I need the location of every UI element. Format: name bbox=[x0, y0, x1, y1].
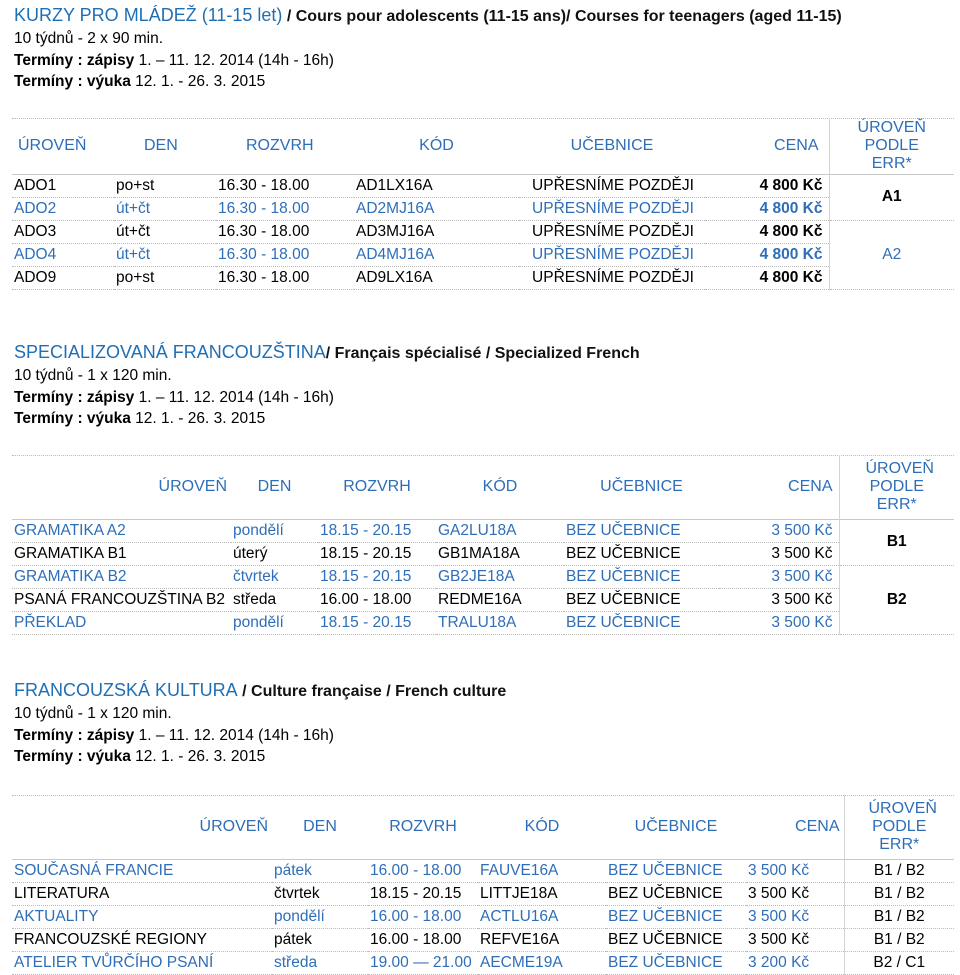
cell-code: LITTJE18A bbox=[480, 884, 558, 902]
header-level: ÚROVEŇ bbox=[199, 817, 268, 835]
cell-price: 3 500 Kč bbox=[748, 930, 810, 948]
cell-schedule: 16.30 - 18.00 bbox=[218, 268, 310, 286]
cell-cefr-level: B1 / B2 bbox=[844, 859, 954, 882]
cell-textbook: BEZ UČEBNICE bbox=[566, 544, 681, 562]
registration-dates: Termíny : zápisy 1. – 11. 12. 2014 (14h - 16h) bbox=[14, 51, 334, 69]
table-row bbox=[12, 565, 954, 588]
header-cefr-level: ÚROVEŇ PODLE ERR* bbox=[839, 455, 954, 519]
table-row bbox=[12, 588, 954, 611]
header-textbook: UČEBNICE bbox=[600, 477, 683, 495]
header-price: CENA bbox=[774, 136, 819, 154]
cell-price: 4 800 Kč bbox=[759, 268, 823, 286]
cell-price: 3 500 Kč bbox=[771, 613, 833, 631]
cell-code: FAUVE16A bbox=[480, 861, 559, 879]
cell-price: 3 200 Kč bbox=[748, 953, 810, 971]
cell-code: GA2LU18A bbox=[438, 521, 517, 539]
cell-day: pondělí bbox=[274, 907, 325, 925]
cell-schedule: 18.15 - 20.15 bbox=[320, 521, 412, 539]
cell-textbook: BEZ UČEBNICE bbox=[608, 861, 723, 879]
cell-level: GRAMATIKA B1 bbox=[14, 544, 127, 562]
cell-price: 4 800 Kč bbox=[759, 222, 823, 240]
header-day: DEN bbox=[144, 136, 178, 154]
registration-dates: Termíny : zápisy 1. – 11. 12. 2014 (14h - 16h) bbox=[14, 726, 334, 744]
cell-level: AKTUALITY bbox=[14, 907, 99, 925]
header-price: CENA bbox=[795, 817, 840, 835]
cell-textbook: BEZ UČEBNICE bbox=[566, 567, 681, 585]
cell-textbook: UPŘESNÍME POZDĚJI bbox=[532, 199, 694, 217]
cell-textbook: BEZ UČEBNICE bbox=[566, 521, 681, 539]
header-textbook: UČEBNICE bbox=[570, 136, 654, 154]
specialized-french-table bbox=[12, 455, 954, 635]
cell-price: 4 800 Kč bbox=[759, 176, 823, 194]
section-french-culture bbox=[14, 679, 506, 768]
cell-textbook: BEZ UČEBNICE bbox=[608, 907, 723, 925]
cell-day: čtvrtek bbox=[274, 884, 320, 902]
course-dates: Termíny : výuka 12. 1. - 26. 3. 2015 bbox=[14, 410, 266, 428]
cell-textbook: BEZ UČEBNICE bbox=[566, 613, 681, 631]
cell-price: 3 500 Kč bbox=[771, 521, 833, 539]
cell-level: FRANCOUZSKÉ REGIONY bbox=[14, 930, 207, 948]
cell-code: REFVE16A bbox=[480, 930, 560, 948]
cell-price: 3 500 Kč bbox=[771, 567, 833, 585]
cell-code: GB1MA18A bbox=[438, 544, 520, 562]
cell-code: AD9LX16A bbox=[356, 268, 433, 286]
cell-day: úterý bbox=[233, 544, 268, 562]
cell-day: po+st bbox=[116, 176, 155, 194]
cell-price: 4 800 Kč bbox=[759, 199, 823, 217]
header-code: KÓD bbox=[524, 817, 560, 835]
header-price: CENA bbox=[788, 477, 833, 495]
table-row bbox=[12, 928, 954, 951]
cefr-level-b1: B1 bbox=[839, 519, 954, 565]
cell-day: út+čt bbox=[116, 245, 151, 263]
french-culture-table bbox=[12, 795, 954, 975]
header-schedule: ROZVRH bbox=[389, 817, 457, 835]
cell-code: GB2JE18A bbox=[438, 567, 515, 585]
cell-level: ATELIER TVŮRČÍHO PSANÍ bbox=[14, 953, 214, 971]
table-row bbox=[12, 951, 954, 974]
cell-textbook: BEZ UČEBNICE bbox=[608, 953, 723, 971]
table-row bbox=[12, 220, 954, 243]
cell-price: 3 500 Kč bbox=[771, 544, 833, 562]
cell-level: LITERATURA bbox=[14, 884, 110, 902]
cell-code: AD2MJ16A bbox=[356, 199, 435, 217]
cell-code: AD3MJ16A bbox=[356, 222, 435, 240]
cell-day: út+čt bbox=[116, 222, 151, 240]
table-row bbox=[12, 519, 954, 542]
section-title: SPECIALIZOVANÁ FRANCOUZŠTINA/ Français spécialisé / Specialized French bbox=[14, 342, 640, 362]
cell-textbook: UPŘESNÍME POZDĚJI bbox=[532, 176, 694, 194]
header-textbook: UČEBNICE bbox=[634, 817, 718, 835]
table-row bbox=[12, 174, 954, 197]
cell-price: 3 500 Kč bbox=[748, 907, 810, 925]
header-cefr-level: ÚROVEŇ PODLE ERR* bbox=[844, 795, 954, 859]
table-row bbox=[12, 243, 954, 266]
cell-schedule: 16.00 - 18.00 bbox=[370, 861, 462, 879]
section-title: FRANCOUZSKÁ KULTURA / Culture française / French culture bbox=[14, 680, 507, 700]
table-row bbox=[12, 266, 954, 289]
cell-schedule: 18.15 - 20.15 bbox=[370, 884, 462, 902]
table-row bbox=[12, 882, 954, 905]
header-schedule: ROZVRH bbox=[246, 136, 314, 154]
cell-schedule: 19.00 — 21.00 bbox=[370, 953, 472, 971]
course-duration: 10 týdnů - 2 x 90 min. bbox=[14, 30, 164, 47]
cell-schedule: 18.15 - 20.15 bbox=[320, 613, 412, 631]
cell-cefr-level: B2 / C1 bbox=[844, 951, 954, 974]
cefr-level-a1: A1 bbox=[829, 174, 954, 220]
cell-level: PŘEKLAD bbox=[14, 613, 87, 631]
course-dates: Termíny : výuka 12. 1. - 26. 3. 2015 bbox=[14, 748, 266, 766]
cell-schedule: 16.30 - 18.00 bbox=[218, 222, 310, 240]
cell-textbook: UPŘESNÍME POZDĚJI bbox=[532, 222, 694, 240]
cell-price: 3 500 Kč bbox=[771, 590, 833, 608]
course-duration: 10 týdnů - 1 x 120 min. bbox=[14, 367, 172, 384]
cell-schedule: 18.15 - 20.15 bbox=[320, 544, 412, 562]
cell-level: ADO4 bbox=[14, 245, 57, 263]
cell-schedule: 16.00 - 18.00 bbox=[320, 590, 412, 608]
cell-price: 4 800 Kč bbox=[759, 245, 823, 263]
cell-schedule: 16.30 - 18.00 bbox=[218, 176, 310, 194]
cell-textbook: UPŘESNÍME POZDĚJI bbox=[532, 268, 694, 286]
course-dates: Termíny : výuka 12. 1. - 26. 3. 2015 bbox=[14, 73, 266, 91]
header-code: KÓD bbox=[482, 477, 518, 495]
cell-level: GRAMATIKA B2 bbox=[14, 567, 127, 585]
cell-level: SOUČASNÁ FRANCIE bbox=[14, 861, 174, 879]
cell-code: AD4MJ16A bbox=[356, 245, 435, 263]
cell-day: středa bbox=[233, 590, 277, 608]
cell-day: út+čt bbox=[116, 199, 151, 217]
registration-dates: Termíny : zápisy 1. – 11. 12. 2014 (14h - 16h) bbox=[14, 388, 334, 406]
cell-level: ADO2 bbox=[14, 199, 57, 217]
table-row bbox=[12, 542, 954, 565]
header-level: ÚROVEŇ bbox=[18, 136, 87, 154]
cell-level: ADO1 bbox=[14, 176, 57, 194]
cell-cefr-level: B1 / B2 bbox=[844, 928, 954, 951]
cefr-level-a2: A2 bbox=[829, 220, 954, 289]
cell-schedule: 16.00 - 18.00 bbox=[370, 930, 462, 948]
header-cefr-level: ÚROVEŇ PODLE ERR* bbox=[829, 118, 954, 174]
cell-code: AD1LX16A bbox=[356, 176, 433, 194]
cell-cefr-level: B1 / B2 bbox=[844, 882, 954, 905]
cell-schedule: 16.00 - 18.00 bbox=[370, 907, 462, 925]
cell-schedule: 18.15 - 20.15 bbox=[320, 567, 412, 585]
cell-day: pondělí bbox=[233, 521, 284, 539]
cell-code: ACTLU16A bbox=[480, 907, 559, 925]
cell-price: 3 500 Kč bbox=[748, 861, 810, 879]
section-specialized-french bbox=[14, 341, 640, 430]
cell-level: GRAMATIKA A2 bbox=[14, 521, 126, 539]
header-level: ÚROVEŇ bbox=[158, 477, 227, 495]
cell-schedule: 16.30 - 18.00 bbox=[218, 245, 310, 263]
table-row bbox=[12, 611, 954, 634]
cefr-level-b2: B2 bbox=[839, 565, 954, 634]
cell-day: pondělí bbox=[233, 613, 284, 631]
cell-cefr-level: B1 / B2 bbox=[844, 905, 954, 928]
cell-day: středa bbox=[274, 953, 318, 971]
cell-schedule: 16.30 - 18.00 bbox=[218, 199, 310, 217]
table-row bbox=[12, 197, 954, 220]
header-code: KÓD bbox=[419, 136, 454, 154]
header-schedule: ROZVRH bbox=[343, 477, 411, 495]
table-row bbox=[12, 905, 954, 928]
cell-price: 3 500 Kč bbox=[748, 884, 810, 902]
course-duration: 10 týdnů - 1 x 120 min. bbox=[14, 705, 172, 722]
cell-textbook: BEZ UČEBNICE bbox=[566, 590, 681, 608]
cell-day: pátek bbox=[274, 861, 312, 879]
teen-courses-table bbox=[12, 118, 954, 290]
cell-level: ADO9 bbox=[14, 268, 57, 286]
section-teen-courses bbox=[14, 4, 842, 93]
cell-code: TRALU18A bbox=[438, 613, 517, 631]
cell-level: ADO3 bbox=[14, 222, 57, 240]
cell-code: AECME19A bbox=[480, 953, 563, 971]
cell-code: REDME16A bbox=[438, 590, 522, 608]
cell-day: pátek bbox=[274, 930, 312, 948]
header-day: DEN bbox=[257, 477, 292, 495]
cell-textbook: UPŘESNÍME POZDĚJI bbox=[532, 245, 694, 263]
cell-textbook: BEZ UČEBNICE bbox=[608, 884, 723, 902]
cell-day: čtvrtek bbox=[233, 567, 279, 585]
cell-day: po+st bbox=[116, 268, 155, 286]
section-title: KURZY PRO MLÁDEŽ (11-15 let) / Cours pour adolescents (11-15 ans)/ Courses for teenagers (aged 11-15) bbox=[14, 5, 842, 25]
cell-textbook: BEZ UČEBNICE bbox=[608, 930, 723, 948]
table-row bbox=[12, 859, 954, 882]
cell-level: PSANÁ FRANCOUZŠTINA B2 bbox=[14, 590, 226, 608]
header-day: DEN bbox=[303, 817, 337, 835]
